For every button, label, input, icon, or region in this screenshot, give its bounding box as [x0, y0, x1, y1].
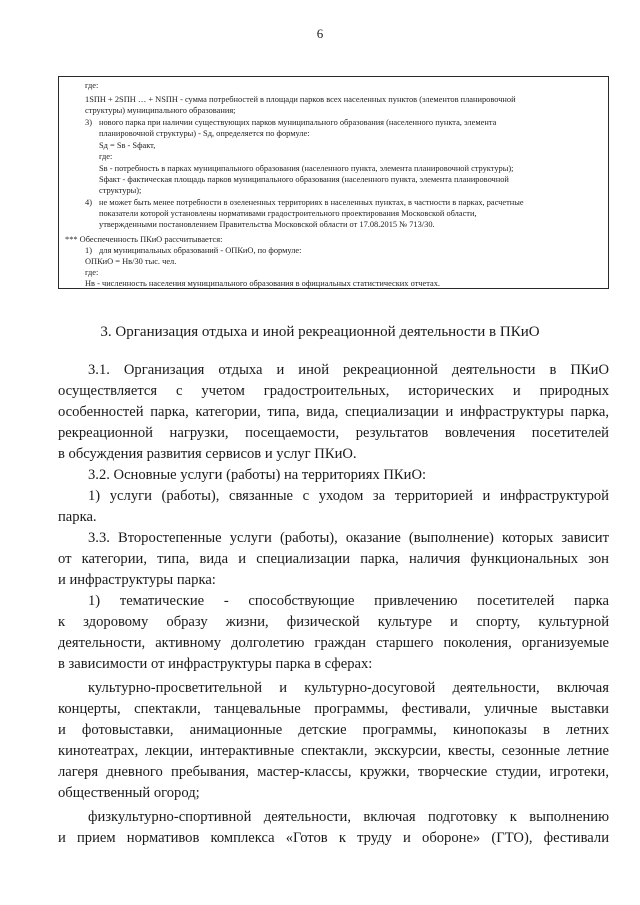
- body-line: особенностей парка, категории, типа, вида, специализации и инфраструктуры парка,: [58, 404, 609, 420]
- body-line: деятельности, активному долголетию граждан старшего поколения, организуемые: [58, 635, 609, 651]
- body-line: 3.1. Организация отдыха и иной рекреационной деятельности в ПКиО: [88, 362, 609, 378]
- body-line: от категории, типа, вида и специализации парка, наличия функциональных зон: [58, 551, 609, 567]
- body-line: 3.3. Второстепенные услуги (работы), оказание (выполнение) которых зависит: [88, 530, 609, 546]
- footnote-line: показатели которой установлены нормативами градостроительного проектирования Московской области,: [99, 209, 477, 218]
- footnote-line: *** Обеспеченность ПКиО рассчитывается:: [65, 235, 223, 244]
- body-line: 1) услуги (работы), связанные с уходом за территорией и инфраструктурой: [88, 488, 609, 504]
- footnote-line: не может быть менее потребности в озелененных территориях в населенных пунктах, в частности в парках, расчетные: [99, 198, 524, 207]
- page-number: 6: [316, 26, 324, 41]
- body-line: к здоровому образу жизни, физической культуре и спорту, культурной: [58, 614, 609, 630]
- body-line: осуществляется с учетом градостроительных, исторических и природных: [58, 383, 609, 399]
- body-line: лагеря дневного пребывания, мастер-классы, кружки, творческие студии, игротеки,: [58, 764, 609, 780]
- body-line: и прием нормативов комплекса «Готов к труду и обороне» (ГТО), фестивали: [58, 830, 609, 846]
- footnote-line: где:: [85, 81, 99, 90]
- footnote-line: где:: [99, 152, 113, 161]
- body-line: концерты, спектакли, танцевальные программы, фестивали, уличные выставки: [58, 701, 609, 717]
- body-line: физкультурно-спортивной деятельности, включая подготовку к выполнению: [88, 809, 609, 825]
- body-line: и инфраструктуры парка:: [58, 572, 216, 588]
- footnote-line: структуры) муниципального образования;: [85, 106, 236, 115]
- footnote-line: планировочной структуры) - Sд, определяется по формуле:: [99, 129, 310, 138]
- footnote-line: утвержденными постановлением Правительства Московской области от 17.08.2015 № 713/30.: [99, 220, 435, 229]
- body-line: 1) тематические - способствующие привлечению посетителей парка: [88, 593, 609, 609]
- body-line: в обсуждения развития сервисов и услуг ПКиО.: [58, 446, 357, 462]
- body-line: кинотеатрах, лекции, интерактивные спектакли, экскурсии, квесты, сезонные летние: [58, 743, 609, 759]
- body-line: рекреационной нагрузки, посещаемости, результатов вовлечения посетителей: [58, 425, 609, 441]
- body-line: 3.2. Основные услуги (работы) на территориях ПКиО:: [88, 467, 427, 483]
- footnote-line: где:: [85, 268, 99, 277]
- body-line: общественный огород;: [58, 785, 200, 801]
- footnote-line: для муниципальных образований - ОПКиО, по формуле:: [99, 246, 302, 255]
- footnote-line: Sфакт - фактическая площадь парков муниципального образования (населенного пункта, элемента планировочной: [99, 175, 509, 184]
- footnote-line: структуры);: [99, 186, 142, 195]
- footnote-number: 4): [85, 198, 92, 207]
- footnote-formula: ОПКиО = Нв/30 тыс. чел.: [85, 257, 177, 266]
- body-line: в зависимости от инфраструктуры парка в сферах:: [58, 656, 373, 672]
- footnote-formula: Sд = Sв - Sфакт,: [99, 141, 156, 150]
- footnote-box: [58, 76, 609, 289]
- footnote-line: 1SПН + 2SПН … + NSПН - сумма потребностей в площади парков всех населенных пунктов (элементов планировочной: [85, 95, 516, 104]
- footnote-line: Нв - численность населения муниципального образования в официальных статистических отчетах.: [85, 279, 440, 288]
- footnote-line: нового парка при наличии существующих парков муниципального образования (населенного пункта, элемента: [99, 118, 497, 127]
- body-line: культурно-просветительной и культурно-досуговой деятельности, включая: [88, 680, 609, 696]
- footnote-number: 3): [85, 118, 92, 127]
- body-line: и фотовыставки, анимационные детские программы, кинопоказы в летних: [58, 722, 609, 738]
- footnote-number: 1): [85, 246, 92, 255]
- footnote-line: Sв - потребность в парках муниципального образования (населенного пункта, элемента планировочной структуры);: [99, 164, 514, 173]
- body-line: парка.: [58, 509, 97, 525]
- section-heading: 3. Организация отдыха и иной рекреационной деятельности в ПКиО: [100, 324, 540, 340]
